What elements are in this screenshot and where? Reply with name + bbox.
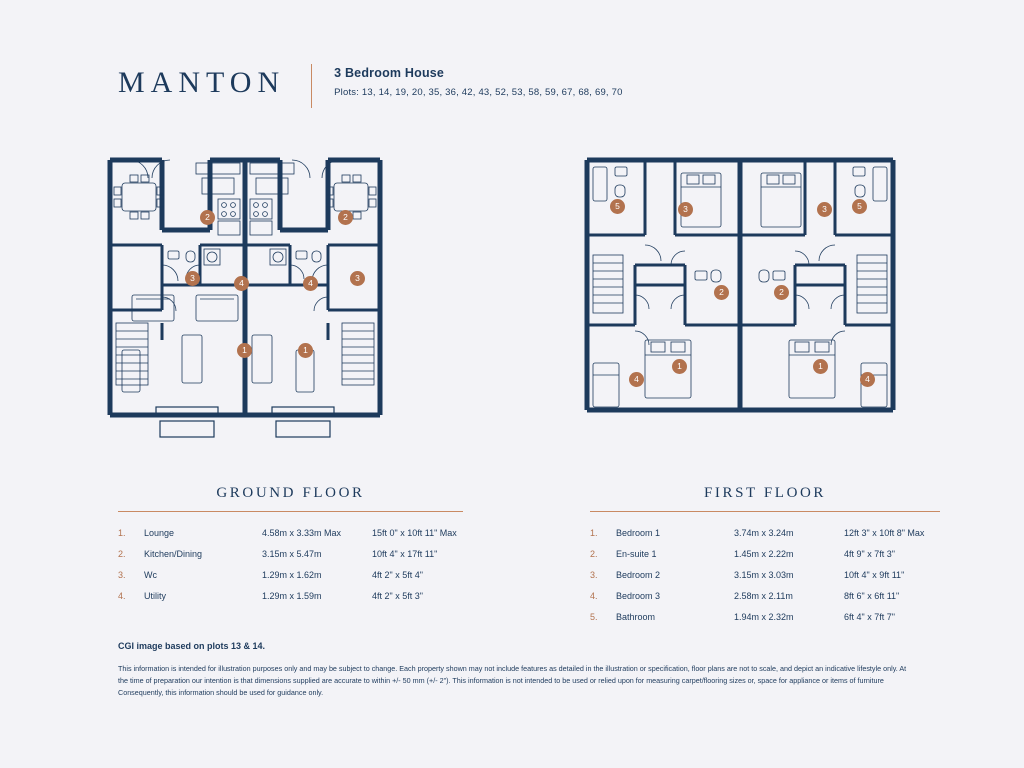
room-number: 5. bbox=[590, 611, 598, 622]
table-row bbox=[118, 585, 463, 606]
ground-floor-schedule bbox=[118, 485, 463, 606]
header-text-block bbox=[334, 60, 622, 98]
room-metric: 1.94m x 2.32m bbox=[734, 611, 794, 622]
room-marker: 5 bbox=[610, 199, 625, 214]
table-row bbox=[590, 606, 940, 627]
ground-floor-room-table bbox=[118, 522, 463, 606]
room-name: Lounge bbox=[144, 527, 175, 538]
first-floor-title: FIRST FLOOR bbox=[703, 485, 827, 501]
room-metric: 3.15m x 3.03m bbox=[734, 569, 794, 580]
room-marker: 2 bbox=[774, 285, 789, 300]
schedule-divider bbox=[590, 511, 940, 512]
room-imperial: 8ft 6" x 6ft 11" bbox=[844, 590, 900, 601]
room-name: Bedroom 2 bbox=[616, 569, 661, 580]
first-floor-plan bbox=[575, 135, 915, 440]
room-metric: 1.29m x 1.62m bbox=[262, 569, 322, 580]
room-number: 2. bbox=[118, 548, 126, 559]
room-name: Kitchen/Dining bbox=[144, 548, 203, 559]
header-divider bbox=[311, 64, 312, 108]
room-name: Bedroom 1 bbox=[616, 527, 661, 538]
room-number: 2. bbox=[590, 548, 598, 559]
table-row bbox=[590, 543, 940, 564]
room-number: 4. bbox=[590, 590, 598, 601]
disclaimer-text: This information is intended for illustration purposes only and may be subject to change. Each property shown may not include features as detailed in the illustration or specification, floor plans are not to scale, and depict an indicative lifestyle only. At the time of preparation our intention is that dimensions supplied are accurate to within +/- 50 mm (+/- 2"). This information is not intended to be used or relied upon for measuring carpet/flooring sizes or, space for appliance or items of furniture Consequently, this information should be used for guidance only. bbox=[118, 664, 907, 697]
room-marker: 5 bbox=[852, 199, 867, 214]
room-marker: 1 bbox=[298, 343, 313, 358]
house-type-label: 3 Bedroom House bbox=[334, 66, 445, 80]
room-marker: 4 bbox=[303, 276, 318, 291]
room-marker: 1 bbox=[237, 343, 252, 358]
room-name: Wc bbox=[144, 569, 157, 580]
room-marker: 2 bbox=[338, 210, 353, 225]
room-number: 1. bbox=[590, 527, 598, 538]
table-row bbox=[118, 522, 463, 543]
brand-title: MANTON bbox=[118, 66, 286, 99]
table-row bbox=[590, 564, 940, 585]
ground-floor-plan bbox=[100, 135, 440, 460]
room-imperial: 15ft 0" x 10ft 11" Max bbox=[372, 527, 457, 538]
room-marker: 4 bbox=[629, 372, 644, 387]
room-imperial: 10ft 4" x 17ft 11" bbox=[372, 548, 438, 559]
room-marker: 3 bbox=[817, 202, 832, 217]
page-header bbox=[118, 60, 623, 108]
plots-label: Plots: 13, 14, 19, 20, 35, 36, 42, 43, 52, 53, 58, 59, 67, 68, 69, 70 bbox=[334, 87, 623, 98]
room-imperial: 4ft 2" x 5ft 4" bbox=[372, 569, 423, 580]
room-marker: 3 bbox=[678, 202, 693, 217]
room-metric: 3.15m x 5.47m bbox=[262, 548, 322, 559]
room-number: 3. bbox=[590, 569, 598, 580]
room-name: En-suite 1 bbox=[616, 548, 657, 559]
room-imperial: 4ft 2" x 5ft 3" bbox=[372, 590, 423, 601]
room-marker: 1 bbox=[813, 359, 828, 374]
room-marker: 3 bbox=[350, 271, 365, 286]
room-imperial: 4ft 9" x 7ft 3" bbox=[844, 548, 895, 559]
schedule-divider bbox=[118, 511, 463, 512]
room-marker: 4 bbox=[234, 276, 249, 291]
room-number: 3. bbox=[118, 569, 126, 580]
first-floor-schedule bbox=[590, 485, 940, 627]
room-marker: 2 bbox=[200, 210, 215, 225]
room-name: Utility bbox=[144, 590, 166, 601]
room-imperial: 10ft 4" x 9ft 11" bbox=[844, 569, 905, 580]
room-name: Bedroom 3 bbox=[616, 590, 661, 601]
room-marker: 2 bbox=[714, 285, 729, 300]
ground-floor-drawing bbox=[100, 135, 440, 455]
room-imperial: 12ft 3" x 10ft 8" Max bbox=[844, 527, 925, 538]
table-row bbox=[118, 564, 463, 585]
room-metric: 3.74m x 3.24m bbox=[734, 527, 794, 538]
room-number: 1. bbox=[118, 527, 126, 538]
table-row bbox=[590, 585, 940, 606]
ground-floor-title: GROUND FLOOR bbox=[216, 485, 365, 501]
first-floor-drawing bbox=[575, 135, 915, 435]
first-floor-room-table bbox=[590, 522, 940, 627]
room-metric: 4.58m x 3.33m Max bbox=[262, 527, 342, 538]
room-number: 4. bbox=[118, 590, 126, 601]
room-marker: 4 bbox=[860, 372, 875, 387]
room-metric: 1.29m x 1.59m bbox=[262, 590, 322, 601]
room-metric: 1.45m x 2.22m bbox=[734, 548, 794, 559]
table-row bbox=[118, 543, 463, 564]
room-metric: 2.58m x 2.11m bbox=[734, 590, 793, 601]
table-row bbox=[590, 522, 940, 543]
room-marker: 1 bbox=[672, 359, 687, 374]
cgi-note: CGI image based on plots 13 & 14. bbox=[118, 641, 266, 651]
room-imperial: 6ft 4" x 7ft 7" bbox=[844, 611, 895, 622]
room-marker: 3 bbox=[185, 271, 200, 286]
room-name: Bathroom bbox=[616, 611, 656, 622]
